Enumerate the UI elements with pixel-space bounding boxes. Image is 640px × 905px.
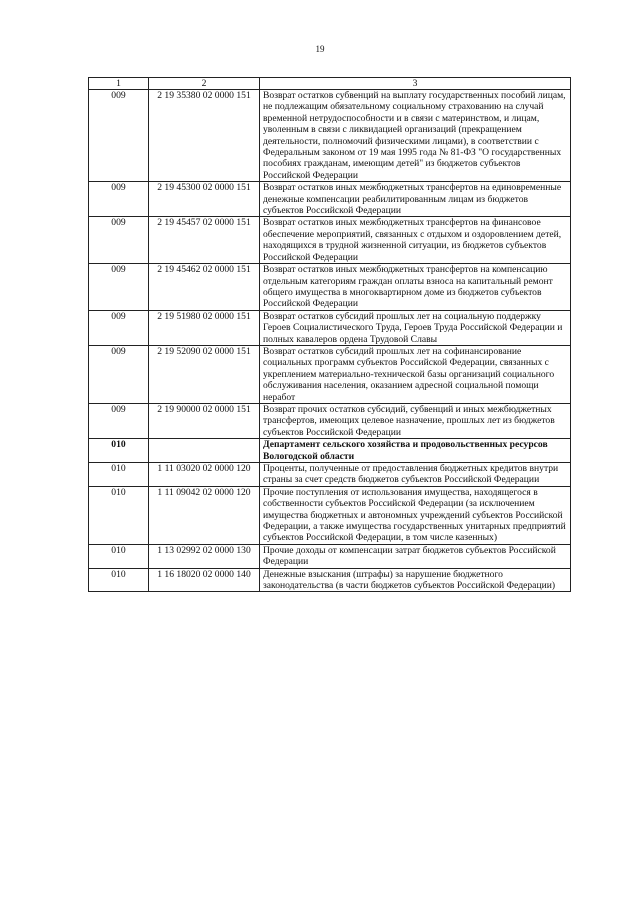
page-number: 19 xyxy=(315,44,325,54)
budget-code-cell: 2 19 90000 02 0000 151 xyxy=(149,403,260,438)
admin-code-cell: 010 xyxy=(89,568,149,592)
admin-code-cell: 009 xyxy=(89,264,149,311)
table-row xyxy=(89,217,571,264)
admin-code-cell: 009 xyxy=(89,90,149,182)
admin-code-cell: 009 xyxy=(89,403,149,438)
budget-code-cell xyxy=(149,439,260,463)
table-row xyxy=(89,403,571,438)
table-header-row xyxy=(89,78,571,90)
admin-code-cell: 009 xyxy=(89,217,149,264)
budget-code-cell: 2 19 35380 02 0000 151 xyxy=(149,90,260,182)
table-row xyxy=(89,90,571,182)
admin-code-cell: 009 xyxy=(89,310,149,345)
admin-code-cell: 009 xyxy=(89,182,149,217)
revenue-codes-table xyxy=(88,77,571,592)
description-cell: Прочие поступления от использования имущества, находящегося в собственности субъектов Российской Федерации (за исключением имущества бюджетных и автономных учреждений субъектов Российской Федерации, а также имущества государственных унитарных предприятий субъектов Российской Федерации, в том числе казенных) xyxy=(260,486,571,544)
budget-code-cell: 2 19 45462 02 0000 151 xyxy=(149,264,260,311)
budget-code-cell: 1 13 02992 02 0000 130 xyxy=(149,544,260,568)
table-row xyxy=(89,345,571,403)
description-cell: Возврат остатков иных межбюджетных трансфертов на финансовое обеспечение мероприятий, связанных с отдыхом и оздоровлением детей, находящихся в трудной жизненной ситуации, из бюджетов субъектов Российской Федерации xyxy=(260,217,571,264)
table-body xyxy=(89,90,571,592)
budget-code-cell: 1 16 18020 02 0000 140 xyxy=(149,568,260,592)
table-row xyxy=(89,264,571,311)
admin-code-cell: 010 xyxy=(89,544,149,568)
table-row xyxy=(89,182,571,217)
table-row xyxy=(89,544,571,568)
column-header-3: 3 xyxy=(260,78,571,90)
admin-code-cell: 009 xyxy=(89,345,149,403)
description-cell: Возврат остатков субсидий прошлых лет на социальную поддержку Героев Социалистического Труда, Героев Труда Российской Федерации и полных кавалеров ордена Трудовой Славы xyxy=(260,310,571,345)
budget-code-cell: 2 19 45457 02 0000 151 xyxy=(149,217,260,264)
table-row xyxy=(89,486,571,544)
budget-code-cell: 2 19 45300 02 0000 151 xyxy=(149,182,260,217)
admin-code-cell: 010 xyxy=(89,439,149,463)
admin-code-cell: 010 xyxy=(89,463,149,487)
description-cell: Департамент сельского хозяйства и продовольственных ресурсов Вологодской области xyxy=(260,439,571,463)
table-row xyxy=(89,568,571,592)
description-cell: Проценты, полученные от предоставления бюджетных кредитов внутри страны за счет средств бюджетов субъектов Российской Федерации xyxy=(260,463,571,487)
table-row xyxy=(89,463,571,487)
description-cell: Прочие доходы от компенсации затрат бюджетов субъектов Российской Федерации xyxy=(260,544,571,568)
description-cell: Денежные взыскания (штрафы) за нарушение бюджетного законодательства (в части бюджетов субъектов Российской Федерации) xyxy=(260,568,571,592)
description-cell: Возврат остатков субвенций на выплату государственных пособий лицам, не подлежащим обязательному социальному страхованию на случай временной нетрудоспособности и в связи с материнством, и лицам, уволенным в связи с ликвидацией организаций (прекращением деятельности, полномочий физическими лицами), в соответствии с Федеральным законом от 19 мая 1995 года № 81-ФЗ "О государственных пособиях гражданам, имеющим детей" из бюджетов субъектов Российской Федерации xyxy=(260,90,571,182)
budget-code-cell: 1 11 09042 02 0000 120 xyxy=(149,486,260,544)
budget-code-cell: 2 19 52090 02 0000 151 xyxy=(149,345,260,403)
budget-code-cell: 2 19 51980 02 0000 151 xyxy=(149,310,260,345)
column-header-2: 2 xyxy=(149,78,260,90)
department-row xyxy=(89,439,571,463)
admin-code-cell: 010 xyxy=(89,486,149,544)
table-row xyxy=(89,310,571,345)
description-cell: Возврат остатков иных межбюджетных трансфертов на единовременные денежные компенсации реабилитированным лицам из бюджетов субъектов Российской Федерации xyxy=(260,182,571,217)
column-header-1: 1 xyxy=(89,78,149,90)
description-cell: Возврат остатков субсидий прошлых лет на софинансирование социальных программ субъектов Российской Федерации, связанных с укреплением материально-технической базы организаций социального обслуживания населения, оказанием адресной социальной помощи неработ xyxy=(260,345,571,403)
description-cell: Возврат остатков иных межбюджетных трансфертов на компенсацию отдельным категориям граждан оплаты взноса на капитальный ремонт общего имущества в многоквартирном доме из бюджетов субъектов Российской Федерации xyxy=(260,264,571,311)
description-cell: Возврат прочих остатков субсидий, субвенций и иных межбюджетных трансфертов, имеющих целевое назначение, прошлых лет из бюджетов субъектов Российской Федерации xyxy=(260,403,571,438)
budget-code-cell: 1 11 03020 02 0000 120 xyxy=(149,463,260,487)
